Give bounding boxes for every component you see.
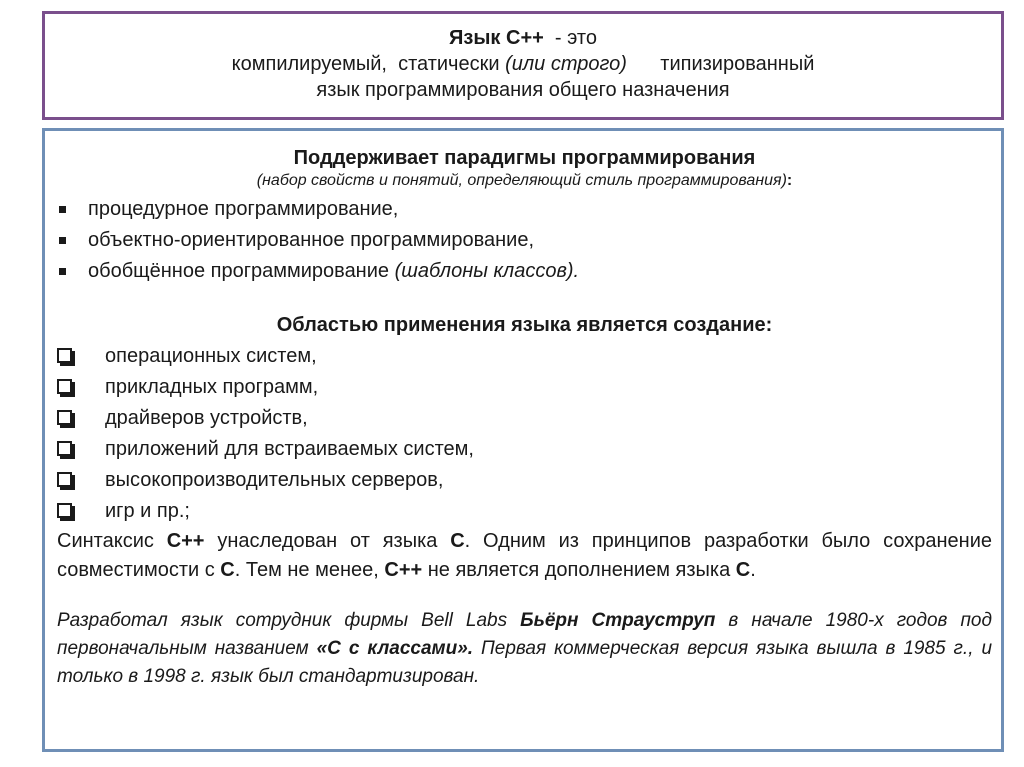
history-text: Первая коммерческая версия языка вышла в 1985 г., и только в 1998 г. язык был стандартизирован. bbox=[57, 638, 993, 687]
syntax-paragraph bbox=[57, 527, 992, 585]
list-item bbox=[57, 434, 992, 465]
title-box bbox=[42, 11, 1004, 120]
list-item-text: объектно-ориентированное программирование, bbox=[88, 229, 535, 251]
list-item-text: драйверов устройств, bbox=[105, 407, 308, 429]
syntax-text: . bbox=[750, 559, 756, 581]
history-paragraph bbox=[57, 607, 992, 691]
list-item-text: высокопроизводительных серверов, bbox=[105, 469, 444, 491]
syntax-text: Синтаксис bbox=[57, 530, 167, 552]
list-item bbox=[57, 341, 992, 372]
title-compiled-text: компилируемый, статически bbox=[231, 53, 506, 75]
author-name: Бьёрн Страуструп bbox=[520, 610, 716, 631]
paradigms-subtitle bbox=[57, 171, 992, 191]
syntax-text: . Тем не менее, bbox=[234, 559, 385, 581]
checkbox-bullet-icon bbox=[57, 441, 72, 456]
list-item-text: прикладных программ, bbox=[105, 376, 319, 398]
paradigms-list bbox=[57, 194, 992, 287]
square-bullet-icon bbox=[59, 237, 66, 244]
syntax-text: унаследован от языка bbox=[204, 530, 451, 552]
syntax-c: C bbox=[220, 559, 235, 581]
history-text: Разработал язык сотрудник фирмы Bell Labs bbox=[57, 610, 521, 631]
paradigms-heading: Поддерживает парадигмы программирования bbox=[293, 147, 756, 169]
areas-list bbox=[57, 341, 992, 527]
checkbox-bullet-icon bbox=[57, 472, 72, 487]
syntax-text: не является дополнением языка bbox=[422, 559, 736, 581]
list-item bbox=[57, 194, 992, 225]
original-name: «C с классами». bbox=[316, 638, 474, 659]
title-line-1 bbox=[45, 25, 1001, 51]
list-item bbox=[57, 225, 992, 256]
list-item-text: операционных систем, bbox=[105, 345, 317, 367]
title-strict-text: (или строго) bbox=[505, 53, 627, 75]
areas-heading: Областью применения языка является создание: bbox=[276, 314, 773, 336]
paradigms-colon: : bbox=[786, 172, 793, 189]
list-item bbox=[57, 465, 992, 496]
list-item bbox=[57, 372, 992, 403]
checkbox-bullet-icon bbox=[57, 379, 72, 394]
title-typed-text: типизированный bbox=[626, 53, 815, 75]
list-item-text: игр и пр.; bbox=[105, 500, 190, 522]
list-item bbox=[57, 403, 992, 434]
title-dash: - это bbox=[543, 27, 597, 49]
history-text: в начале 1980-х годов под первоначальным названием bbox=[57, 610, 992, 659]
list-item-text: обобщённое программирование bbox=[88, 260, 395, 282]
list-item bbox=[57, 496, 992, 527]
syntax-text: . Одним из принципов разработки было сохранение совместимости с bbox=[57, 530, 992, 581]
checkbox-bullet-icon bbox=[57, 410, 72, 425]
paradigms-definition: (набор свойств и понятий, определяющий стиль программирования) bbox=[256, 172, 787, 189]
list-item-extra: (шаблоны классов). bbox=[394, 260, 580, 282]
checkbox-bullet-icon bbox=[57, 348, 72, 363]
square-bullet-icon bbox=[59, 268, 66, 275]
syntax-cpp: C++ bbox=[166, 530, 205, 552]
syntax-cpp: C++ bbox=[384, 559, 423, 581]
checkbox-bullet-icon bbox=[57, 503, 72, 518]
title-line-3: язык программирования общего назначения bbox=[316, 79, 730, 101]
syntax-c: C bbox=[735, 559, 751, 581]
square-bullet-icon bbox=[59, 206, 66, 213]
list-item bbox=[57, 256, 992, 287]
list-item-text: процедурное программирование, bbox=[88, 198, 399, 220]
title-line-2 bbox=[45, 51, 1001, 77]
syntax-c: C bbox=[450, 530, 465, 552]
list-item-text: приложений для встраиваемых систем, bbox=[105, 438, 474, 460]
content-box bbox=[42, 128, 1004, 752]
language-name: Язык C++ bbox=[449, 27, 544, 49]
